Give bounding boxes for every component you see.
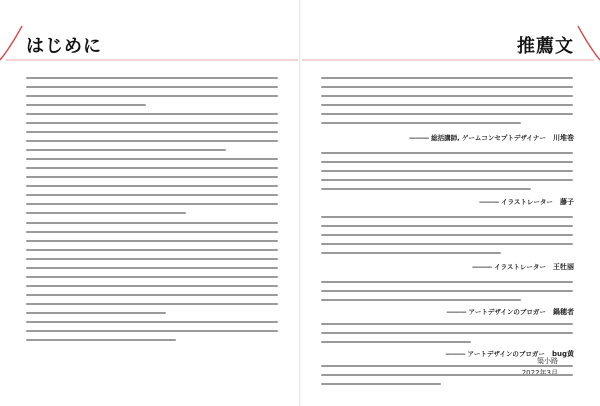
recommender-1-name: 川堆巻: [553, 134, 574, 142]
recommendation-4-signature: [447, 307, 574, 317]
intro-paragraph-2: [26, 113, 278, 158]
recommender-2-name: 藤子: [560, 198, 574, 206]
recommendation-6-text: [321, 365, 573, 392]
recommendation-3-text: [321, 216, 573, 261]
page-gutter: [299, 0, 301, 406]
recommendation-4-text: [321, 281, 573, 308]
recommender-3-role: ――― イラストレーター: [472, 263, 546, 271]
recommender-1-role: ――― 総括講師, ゲームコンセプトデザイナー: [409, 134, 546, 142]
recommender-4-role: ――― アートデザインのブロガー: [446, 308, 546, 316]
intro-paragraph-4: [26, 222, 278, 321]
recommendation-1-signature: [409, 133, 574, 143]
recommendation-1-text: [321, 77, 573, 131]
recommender-5-name: bug黄: [551, 350, 574, 358]
recommender-4-name: 鍋穂者: [553, 308, 574, 316]
intro-paragraph-1: [26, 77, 278, 113]
recommender-5-role: ――― アートデザインのブロガー: [445, 350, 545, 358]
recommendation-5-text: [321, 323, 573, 350]
intro-paragraph-5: [26, 321, 278, 348]
recommendation-5-signature: [446, 349, 574, 359]
recommendation-2-text: [321, 152, 573, 197]
right-page-title: 推薦文: [517, 36, 574, 57]
intro-paragraph-3: [26, 158, 278, 221]
recommender-2-role: ――― イラストレーター: [479, 198, 553, 206]
left-page-title: はじめに: [26, 36, 102, 57]
recommendation-2-signature: [479, 197, 574, 207]
left-page-header: [0, 22, 298, 62]
right-page-header: [302, 22, 600, 62]
recommender-3-name: 王牡丽: [553, 263, 574, 271]
recommendation-3-signature: [472, 262, 574, 272]
author-name: 簗小路: [537, 357, 558, 365]
